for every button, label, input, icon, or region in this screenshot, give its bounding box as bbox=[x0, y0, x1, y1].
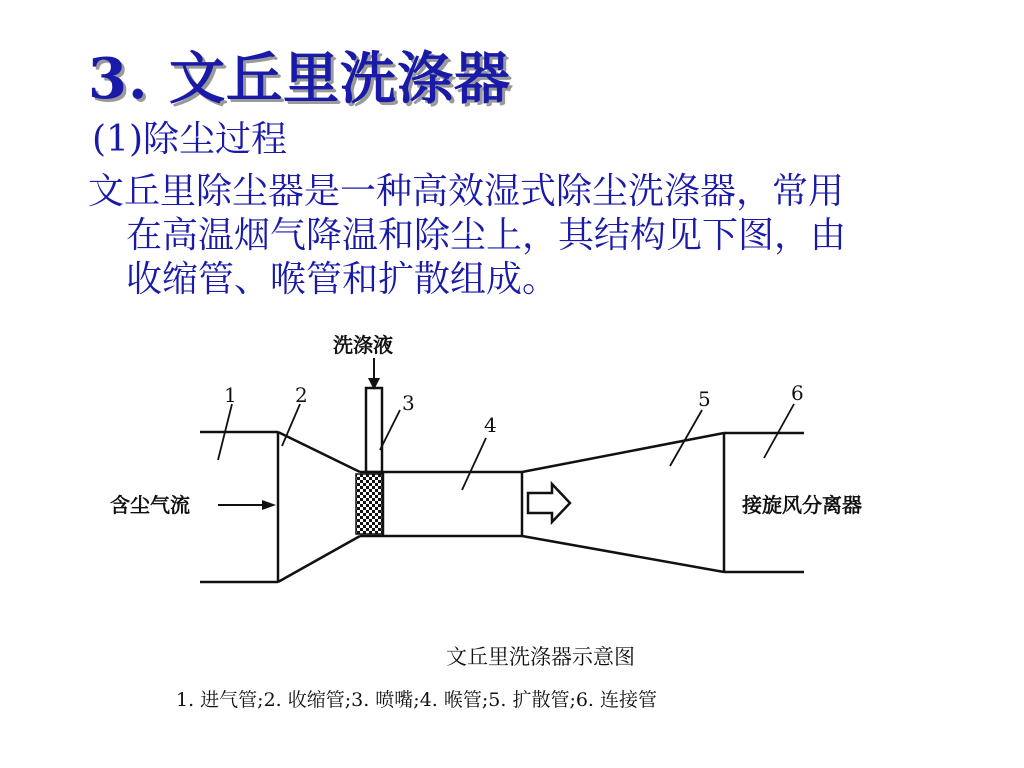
inlet-gas-arrowhead bbox=[262, 500, 276, 510]
diagram-caption: 文丘里洗涤器示意图 bbox=[446, 645, 635, 669]
flow-direction-arrow bbox=[528, 484, 570, 522]
part-number-3: 3 bbox=[402, 391, 415, 415]
contraction-tube-bottom bbox=[278, 536, 360, 582]
part-number-1: 1 bbox=[224, 383, 237, 407]
dusty-gas-inlet-label: 含尘气流 bbox=[110, 493, 190, 517]
cyclone-outlet-label: 接旋风分离器 bbox=[742, 493, 862, 517]
part-number-6: 6 bbox=[791, 381, 804, 405]
part-number-4: 4 bbox=[484, 413, 497, 437]
part-number-5: 5 bbox=[698, 387, 711, 411]
contraction-tube-top bbox=[278, 432, 360, 472]
parts-legend: 1. 进气管;2. 收缩管;3. 喷嘴;4. 喉管;5. 扩散管;6. 连接管 bbox=[176, 689, 658, 711]
paragraph-line-3: 收缩管、喉管和扩散组成。 bbox=[126, 259, 559, 300]
washing-liquid-label: 洗涤液 bbox=[333, 333, 393, 357]
paragraph-line-1: 文丘里除尘器是一种高效湿式除尘洗涤器，常用 bbox=[88, 171, 845, 212]
diffuser-top bbox=[522, 433, 724, 472]
spray-zone-hatch bbox=[356, 474, 382, 534]
leader-line-6 bbox=[764, 404, 794, 458]
paragraph-line-2: 在高温烟气降温和除尘上，其结构见下图，由 bbox=[126, 215, 847, 256]
section-subtitle: (1)除尘过程 bbox=[92, 119, 287, 160]
slide-title: 3. 文丘里洗涤器 bbox=[88, 46, 511, 112]
leader-line-4 bbox=[462, 438, 486, 490]
nozzle-pipe bbox=[366, 388, 382, 472]
diffuser-bottom bbox=[522, 536, 724, 572]
part-number-2: 2 bbox=[295, 383, 308, 407]
